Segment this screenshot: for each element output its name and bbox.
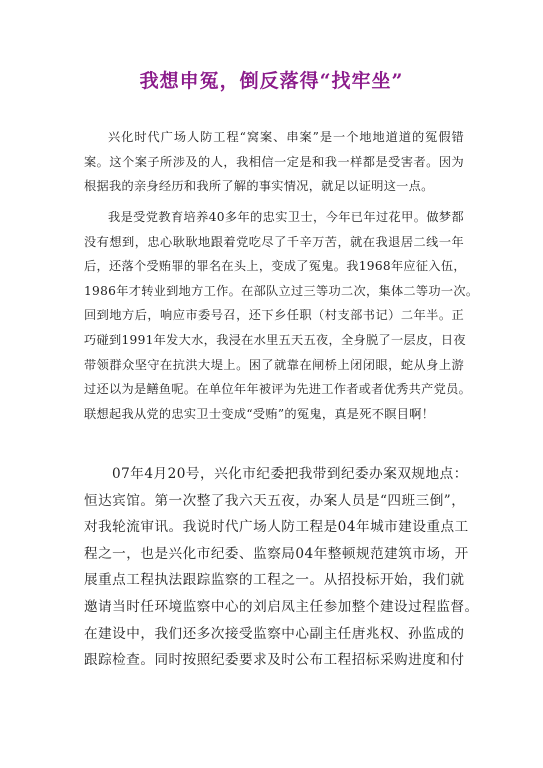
paragraph-line: 回到地方后，响应市委号召，还下乡任职（村支部书记）二年半。正	[84, 308, 464, 323]
paragraph-line: 程之一，也是兴化市纪委、监察局04年整顿规范建筑市场，开	[84, 545, 469, 562]
paragraph-line: 没有想到，忠心耿耿地跟着党吃尽了千辛万苦，就在我退居二线一年	[84, 234, 464, 249]
paragraph-line: 根据我的亲身经历和我所了解的事实情况，就足以证明这一点。	[84, 179, 434, 194]
document-title: 我想申冤，倒反落得“找牢坐”	[139, 70, 404, 92]
paragraph-line: 巧碰到1991年发大水，我浸在水里五天五夜，全身脱了一层皮，日夜	[84, 332, 466, 347]
paragraph-line: 1986年才转业到地方工作。在部队立过三等功二次，集体二等功一次。	[84, 283, 479, 298]
paragraph-line: 展重点工程执法跟踪监察的工程之一。从招投标开始，我们就	[84, 572, 465, 589]
paragraph-line: 在建设中，我们还多次接受监察中心副主任唐兆权、孙监成的	[84, 625, 465, 642]
paragraph-line: 兴化时代广场人防工程“窝案、串案”是一个地地道道的冤假错	[108, 130, 464, 144]
paragraph-line: 跟踪检查。同时按照纪委要求及时公布工程招标采购进度和付	[84, 652, 465, 669]
paragraph-line: 案。这个案子所涉及的人，我相信一定是和我一样都是受害者。因为	[84, 154, 464, 169]
paragraph-3	[84, 461, 479, 674]
paragraph-line: 邀请当时任环境监察中心的刘启凤主任参加整个建设过程监督。	[84, 598, 479, 615]
paragraph-line: 带领群众坚守在抗洪大堤上。困了就靠在闸桥上闭闭眼，蛇从身上游	[84, 357, 464, 372]
paragraph-line: 对我轮流审讯。我说时代广场人防工程是04年城市建设重点工	[84, 519, 469, 536]
paragraph-line: 过还以为是鳝鱼呢。在单位年年被评为先进工作者或者优秀共产党员。	[84, 382, 472, 397]
paragraph-2	[84, 205, 479, 426]
paragraph-line: 我是受党教育培养40多年的忠实卫士，今年已年过花甲。做梦都	[108, 210, 464, 224]
paragraph-line: 联想起我从党的忠实卫士变成“受贿”的冤鬼，真是死不瞑目啊！	[84, 406, 435, 421]
paragraph-1	[84, 125, 464, 199]
paragraph-line: 07年4月20号，兴化市纪委把我带到纪委办案双规地点：	[112, 466, 468, 482]
paragraph-line: 后，还落个受贿罪的罪名在头上，变成了冤鬼。我1968年应征入伍，	[84, 259, 466, 274]
paragraph-line: 恒达宾馆。第一次整了我六天五夜，办案人员是“四班三倒”，	[84, 492, 466, 509]
